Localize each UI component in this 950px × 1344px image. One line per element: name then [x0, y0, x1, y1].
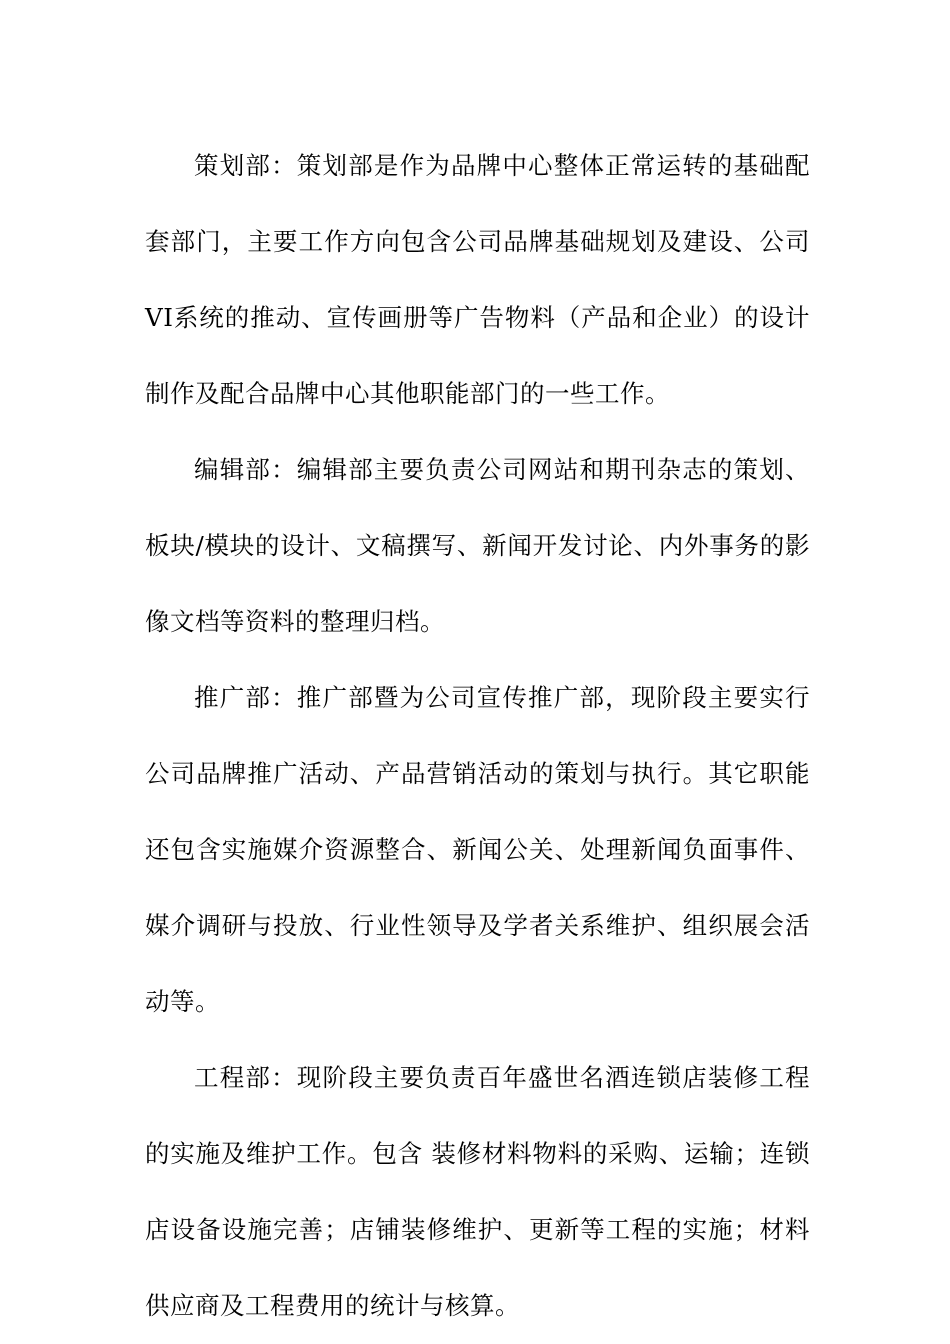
paragraph-heading: 工程部： — [194, 1063, 297, 1092]
paragraph-heading: 推广部： — [194, 683, 297, 712]
paragraph-text: 编辑部主要负责公司网站和期刊杂志的策划、板块/模块的设计、文稿撰写、新闻开发讨论、内外事务的影像文档等资料的整理归档。 — [145, 455, 811, 636]
paragraph-text: 现阶段主要负责百年盛世名酒连锁店装修工程的实施及维护工作。包含 装修材料物料的采购、运输；连锁店设备设施完善；店铺装修维护、更新等工程的实施；材料供应商及工程费用的统计与核算。 — [145, 1063, 811, 1320]
paragraph-heading: 编辑部： — [194, 455, 297, 484]
paragraph-text: 推广部暨为公司宣传推广部，现阶段主要实行公司品牌推广活动、产品营销活动的策划与执行。其它职能还包含实施媒介资源整合、新闻公关、处理新闻负面事件、媒介调研与投放、行业性领导及学者关系维护、组织展会活动等。 — [145, 683, 811, 1016]
paragraph-promotion-dept — [145, 660, 810, 1040]
paragraph-text: 策划部是作为品牌中心整体正常运转的基础配套部门，主要工作方向包含公司品牌基础规划及建设、公司VI系统的推动、宣传画册等广告物料（产品和企业）的设计制作及配合品牌中心其他职能部门的一些工作。 — [145, 151, 811, 408]
paragraph-editorial-dept — [145, 432, 810, 660]
paragraph-heading: 策划部： — [194, 151, 297, 180]
paragraph-engineering-dept — [145, 1040, 810, 1344]
paragraph-planning-dept — [145, 128, 810, 432]
document-body — [145, 128, 810, 1344]
